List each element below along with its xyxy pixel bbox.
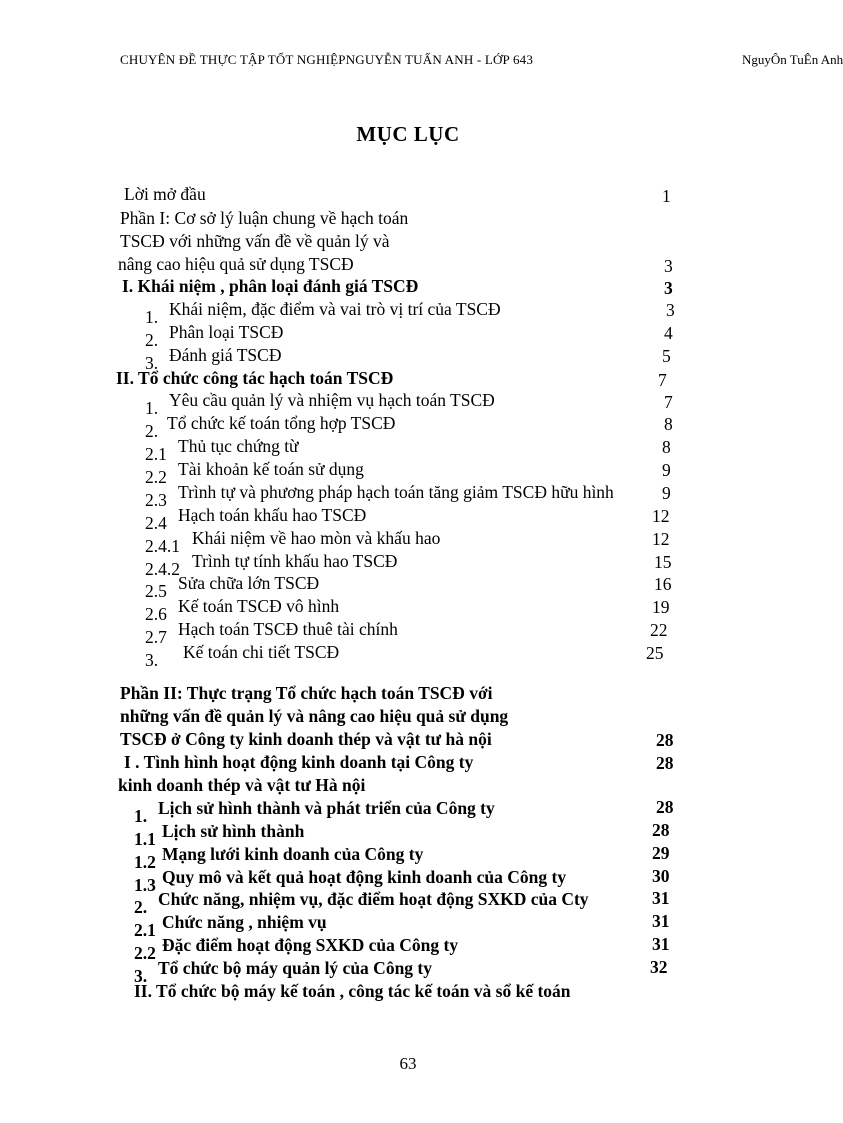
toc-entry-text: Hạch toán khấu hao TSCĐ — [178, 505, 367, 525]
toc-entry-number: 3. — [134, 966, 148, 986]
running-header-right: NguyÔn TuÊn Anh — [742, 52, 843, 67]
toc-entry-number: 1. — [145, 398, 159, 418]
toc-entry-page: 28 — [656, 753, 674, 773]
toc-entry-page: 9 — [662, 460, 671, 480]
toc-entry-text: Kế toán TSCĐ vô hình — [178, 596, 340, 616]
toc-entry-page: 15 — [654, 552, 672, 572]
toc-entry-page: 22 — [650, 620, 668, 640]
toc-entry-page: 12 — [652, 529, 670, 549]
toc-entry-number: 2.3 — [145, 490, 167, 510]
toc-entry — [120, 705, 508, 727]
toc-entry — [120, 728, 492, 750]
toc-entry-text: I. Khái niệm , phân loại đánh giá TSCĐ — [122, 276, 419, 296]
toc-entry-text: Khái niệm, đặc điểm và vai trò vị trí của TSCĐ — [169, 299, 501, 319]
page-title: MỤC LỤC — [356, 122, 460, 146]
toc-entry-text: Trình tự và phương pháp hạch toán tăng giảm TSCĐ hữu hình — [178, 482, 614, 502]
toc-entry-number: 1.3 — [134, 875, 156, 895]
toc-entry-text: Phân loại TSCĐ — [169, 322, 284, 342]
toc-entry-page: 3 — [664, 256, 673, 276]
toc-entry-text: Phần I: Cơ sở lý luận chung về hạch toán — [120, 208, 409, 228]
toc-entry-page: 31 — [652, 888, 670, 908]
toc-entry-text: II. Tổ chức bộ máy kế toán , công tác kế toán và sổ kế toán — [134, 981, 571, 1001]
toc-entry-number: 2.4.2 — [145, 559, 180, 579]
toc-entry-text: Yêu cầu quản lý và nhiệm vụ hạch toán TSCĐ — [169, 390, 495, 410]
toc-entry-page: 4 — [664, 323, 673, 343]
toc-entry-number: 1.1 — [134, 829, 156, 849]
toc-entry — [120, 230, 390, 252]
toc-entry-page: 31 — [652, 911, 670, 931]
toc-entry-text: Trình tự tính khấu hao TSCĐ — [192, 551, 398, 571]
toc-entry-number: 2. — [145, 330, 159, 350]
toc-entry-text: TSCĐ ở Công ty kinh doanh thép và vật tư hà nội — [120, 729, 492, 749]
toc-entry-text: kinh doanh thép và vật tư Hà nội — [118, 775, 366, 795]
toc-entry-page: 19 — [652, 597, 670, 617]
toc-entry-number: 2.4 — [145, 513, 167, 533]
toc-entry-page: 8 — [664, 414, 673, 434]
toc-entry-text: nâng cao hiệu quả sử dụng TSCĐ — [118, 254, 354, 274]
toc-entry-page: 29 — [652, 843, 670, 863]
toc-entry-number: 1. — [145, 307, 159, 327]
toc-entry-text: I . Tình hình hoạt động kinh doanh tại Công ty — [124, 752, 474, 772]
toc-entry-number: 2.1 — [145, 444, 167, 464]
toc-section-heading — [116, 367, 393, 389]
toc-section-heading — [124, 751, 473, 773]
toc-entry-page: 7 — [664, 392, 673, 412]
toc-entry-text: Chức năng , nhiệm vụ — [162, 912, 327, 932]
toc-entry-number: 3. — [145, 353, 159, 373]
toc-entry-text: Kế toán chi tiết TSCĐ — [183, 642, 340, 662]
toc-entry-page: 3 — [666, 300, 675, 320]
toc-section-heading — [134, 980, 571, 1002]
toc-entry-text: Lời mở đầu — [124, 184, 206, 204]
toc-entry-number: 2.7 — [145, 627, 167, 647]
toc-section-heading — [122, 275, 418, 297]
toc-entry-text: Phần II: Thực trạng Tổ chức hạch toán TSCĐ với — [120, 683, 493, 703]
toc-entry — [120, 207, 408, 229]
toc-entry-number: 2. — [145, 421, 159, 441]
toc-entry-text: Lịch sử hình thành — [162, 821, 305, 841]
toc-entry-number: 2.5 — [145, 581, 167, 601]
toc-entry-page: 32 — [650, 957, 668, 977]
toc-entry-page: 30 — [652, 866, 670, 886]
toc-entry-text: Lịch sử hình thành và phát triển của Công ty — [158, 798, 495, 818]
toc-entry-page: 3 — [664, 278, 673, 298]
toc-entry-number: 2.2 — [134, 943, 156, 963]
toc-entry-number: 2.6 — [145, 604, 167, 624]
toc-entry — [120, 682, 493, 704]
page-number: 63 — [399, 1054, 417, 1073]
toc-entry-page: 7 — [658, 370, 667, 390]
toc-entry — [118, 253, 354, 275]
toc-entry-page: 8 — [662, 437, 671, 457]
toc-entry-text: II. Tổ chức công tác hạch toán TSCĐ — [116, 368, 394, 388]
toc-entry-page: 9 — [662, 483, 671, 503]
toc-entry-page: 12 — [652, 506, 670, 526]
toc-entry-number: 2.4.1 — [145, 536, 180, 556]
toc-entry-page: 16 — [654, 574, 672, 594]
toc-entry-text: những vấn đề quản lý và nâng cao hiệu quả sử dụng — [120, 706, 509, 726]
toc-entry-text: Chức năng, nhiệm vụ, đặc điểm hoạt động SXKD của Cty — [158, 889, 589, 909]
toc-entry-number: 2. — [134, 897, 148, 917]
toc-entry-page: 31 — [652, 934, 670, 954]
toc-entry-number: 2.2 — [145, 467, 167, 487]
toc-entry-page: 5 — [662, 346, 671, 366]
toc-entry-text: Khái niệm về hao mòn và khấu hao — [192, 528, 441, 548]
toc-entry — [118, 774, 365, 796]
toc-entry-number: 3. — [145, 650, 159, 670]
toc-entry — [124, 183, 206, 205]
toc-entry-text: Mạng lưới kinh doanh của Công ty — [162, 844, 424, 864]
toc-entry-number: 1. — [134, 806, 148, 826]
toc-entry-page: 28 — [656, 730, 674, 750]
toc-entry-text: Đặc điểm hoạt động SXKD của Công ty — [162, 935, 459, 955]
toc-entry-text: Sửa chữa lớn TSCĐ — [178, 573, 320, 593]
running-header-left: CHUYÊN ĐỀ THỰC TẬP TỐT NGHIỆPNGUYỄN TUẤN ANH - LỚP 643 — [120, 52, 534, 67]
toc-entry-page: 28 — [652, 820, 670, 840]
toc-entry-text: Hạch toán TSCĐ thuê tài chính — [178, 619, 398, 639]
toc-entry-text: Thủ tục chứng từ — [178, 436, 299, 456]
toc-entry-number: 1.2 — [134, 852, 156, 872]
toc-entry-text: Đánh giá TSCĐ — [169, 345, 282, 365]
toc-entry-text: Tổ chức bộ máy quản lý của Công ty — [158, 958, 433, 978]
toc-entry-text: Tài khoản kế toán sử dụng — [178, 459, 364, 479]
toc-entry-number: 2.1 — [134, 920, 156, 940]
toc-entry-page: 25 — [646, 643, 664, 663]
toc-entry-text: Quy mô và kết quả hoạt động kinh doanh của Công ty — [162, 867, 567, 887]
toc-entry-page: 28 — [656, 797, 674, 817]
toc-entry-text: Tổ chức kế toán tổng hợp TSCĐ — [167, 413, 396, 433]
toc-entry-text: TSCĐ với những vấn đề về quản lý và — [120, 231, 390, 251]
toc-entry-page: 1 — [662, 186, 671, 206]
